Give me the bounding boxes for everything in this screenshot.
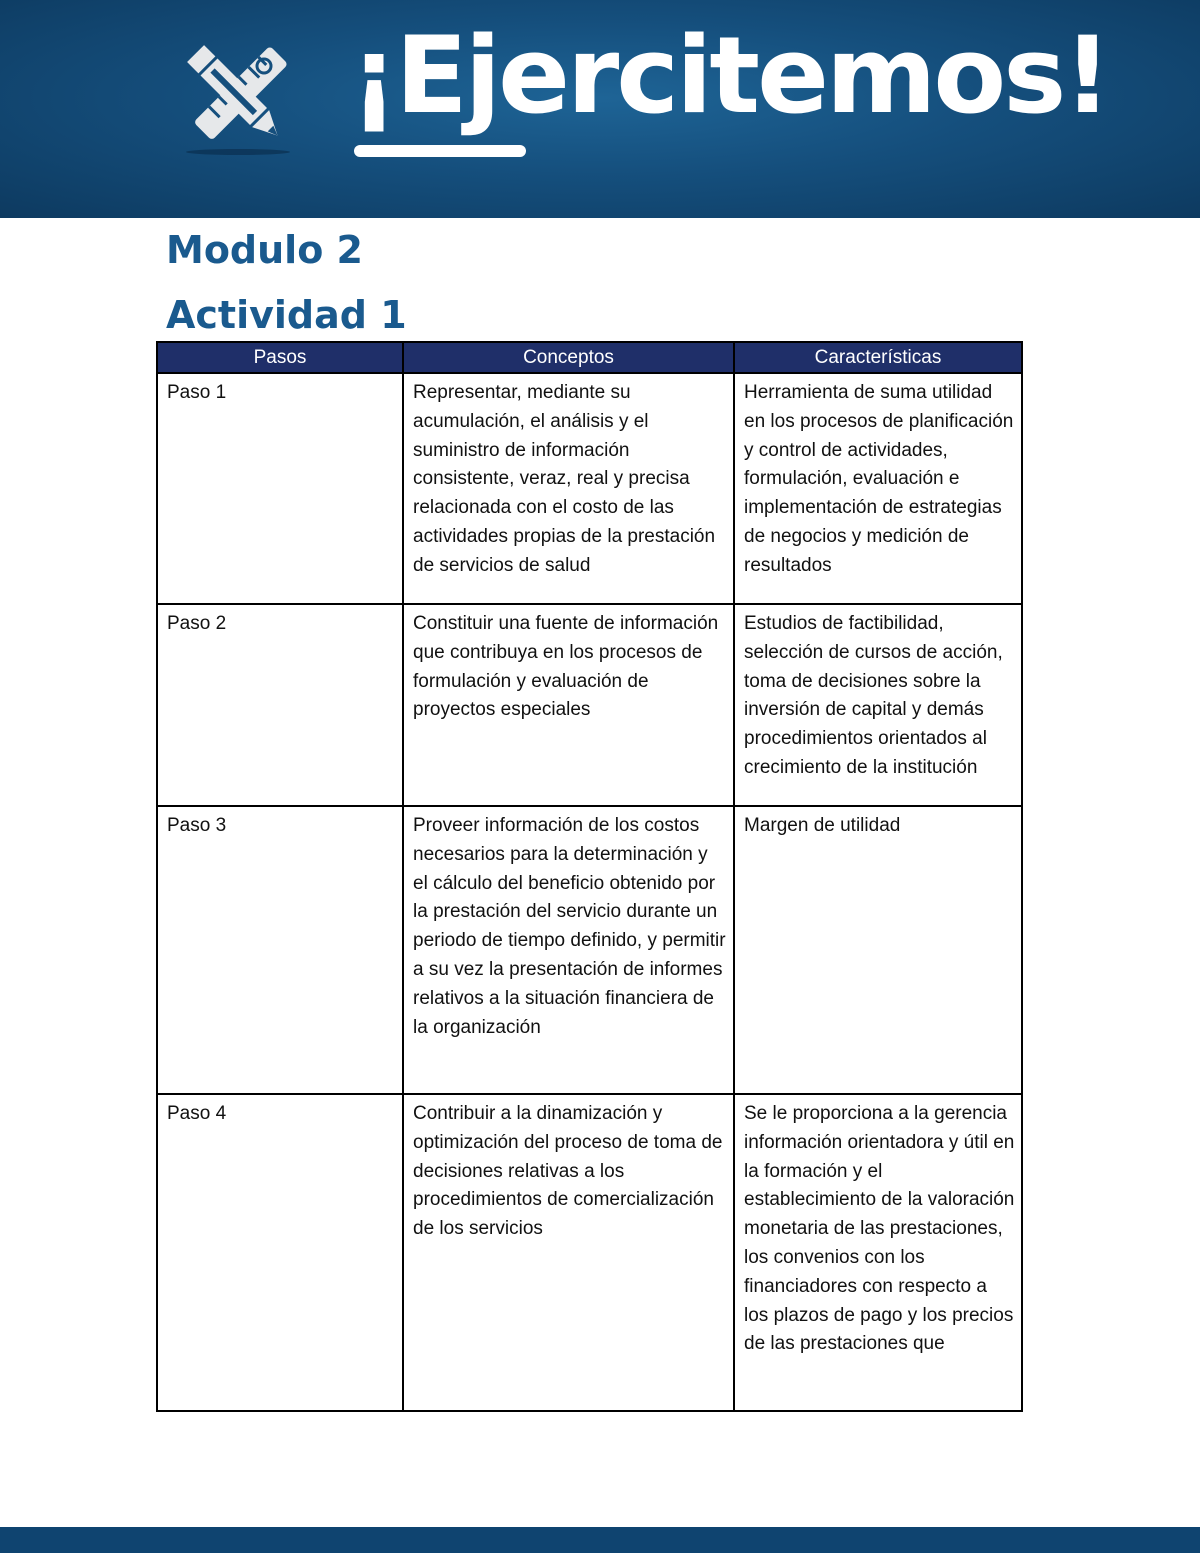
characteristics-cell: Se le proporciona a la gerencia información orientadora y útil en la formación y el establecimiento de la valoración monetaria de las prestaciones, los convenios con los financiadores con respecto a los plazos de pago y los precios de las prestaciones que — [734, 1094, 1022, 1411]
header-banner — [0, 0, 1200, 218]
characteristics-cell: Margen de utilidad — [734, 806, 1022, 1094]
step-cell: Paso 1 — [157, 373, 403, 604]
concept-cell: Representar, mediante su acumulación, el análisis y el suministro de información consistente, veraz, real y precisa relacionada con el costo de las actividades propias de la prestación de servicios de salud — [403, 373, 734, 604]
title-underline — [354, 145, 526, 157]
footer-bar — [0, 1527, 1200, 1553]
step-cell: Paso 4 — [157, 1094, 403, 1411]
header-caracteristicas: Características — [734, 342, 1022, 373]
table-header-row — [157, 342, 1022, 373]
step-cell: Paso 2 — [157, 604, 403, 806]
table-row — [157, 1094, 1022, 1411]
concept-cell: Contribuir a la dinamización y optimización del proceso de toma de decisiones relativas a los procedimientos de comercialización de los servicios — [403, 1094, 734, 1411]
characteristics-cell: Estudios de factibilidad, selección de cursos de acción, toma de decisiones sobre la inversión de capital y demás procedimientos orientados al crecimiento de la institución — [734, 604, 1022, 806]
module-heading: Modulo 2 — [166, 228, 363, 272]
ruler-pencil-icon — [178, 36, 298, 156]
concept-cell: Proveer información de los costos necesarios para la determinación y el cálculo del beneficio obtenido por la prestación del servicio durante un periodo de tiempo definido, y permitir a su vez la presentación de informes relativos a la situación financiera de la organización — [403, 806, 734, 1094]
concept-cell: Constituir una fuente de información que contribuya en los procesos de formulación y evaluación de proyectos especiales — [403, 604, 734, 806]
activity-heading: Actividad 1 — [166, 293, 407, 337]
table-row — [157, 806, 1022, 1094]
steps-table — [156, 341, 1023, 1412]
banner-title: ¡Ejercitemos! — [350, 14, 1109, 137]
characteristics-cell: Herramienta de suma utilidad en los procesos de planificación y control de actividades, formulación, evaluación e implementación de estrategias de negocios y medición de resultados — [734, 373, 1022, 604]
header-pasos: Pasos — [157, 342, 403, 373]
table-row — [157, 373, 1022, 604]
step-cell: Paso 3 — [157, 806, 403, 1094]
header-conceptos: Conceptos — [403, 342, 734, 373]
table-row — [157, 604, 1022, 806]
